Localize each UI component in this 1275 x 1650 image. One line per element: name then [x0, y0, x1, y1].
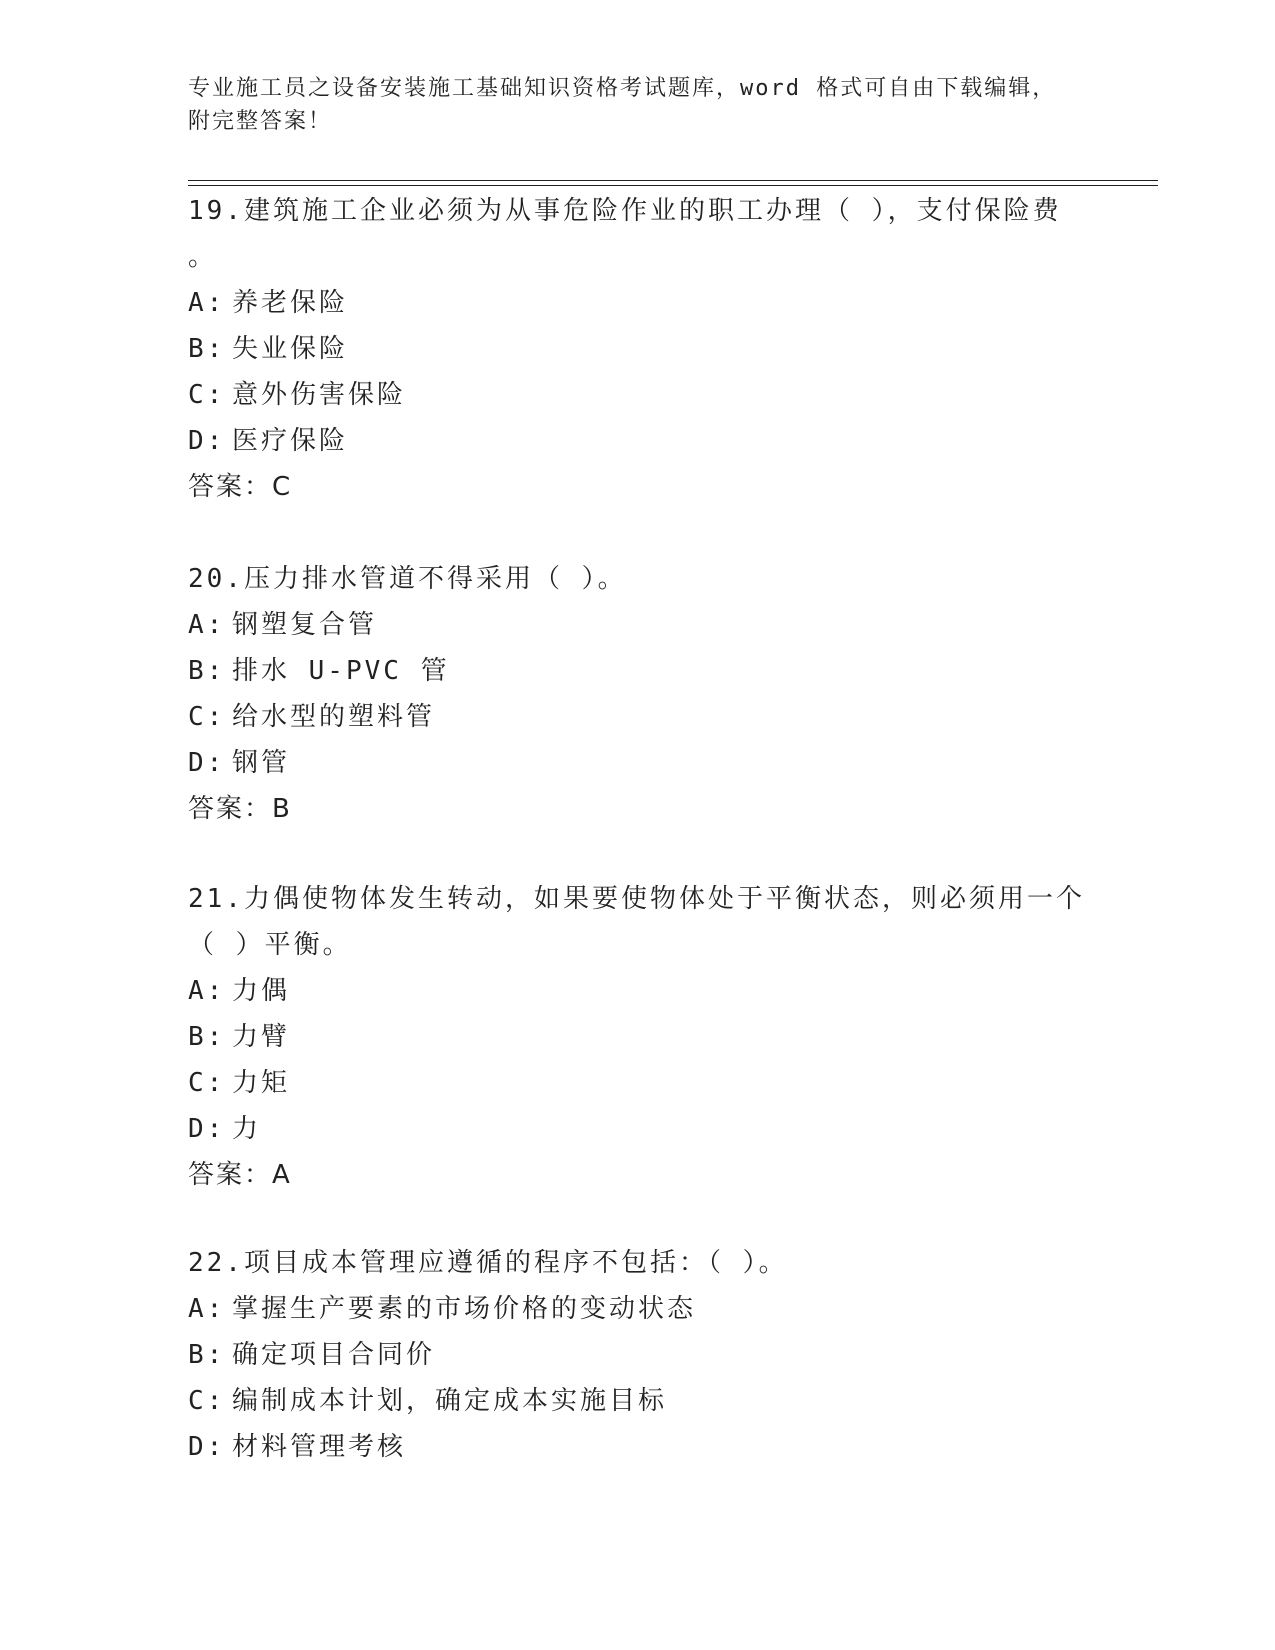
option-c [188, 1378, 1088, 1424]
option-text: 意外伤害保险 [232, 380, 407, 410]
option-text: 钢管 [232, 748, 291, 778]
option-text: 力 [232, 1114, 262, 1144]
option-d [188, 418, 1088, 464]
option-c [188, 694, 1088, 740]
answer-line: 答案：B [188, 794, 292, 824]
option-c [188, 1060, 1088, 1106]
option-b [188, 648, 1088, 694]
option-text: 力矩 [232, 1068, 291, 1098]
option-letter: D: [188, 1432, 226, 1462]
option-b [188, 1332, 1088, 1378]
option-d [188, 1424, 1088, 1470]
option-text: 养老保险 [232, 288, 349, 318]
header-line-2: 附完整答案！ [188, 109, 333, 134]
option-letter: A: [188, 976, 226, 1006]
option-letter: C: [188, 702, 226, 732]
option-text: 确定项目合同价 [232, 1340, 436, 1370]
question-stem: 19.建筑施工企业必须为从事危险作业的职工办理（ ），支付保险费 [188, 196, 1062, 226]
document-header [188, 72, 1088, 138]
option-text: 失业保险 [232, 334, 349, 364]
option-letter: C: [188, 1386, 226, 1416]
option-a [188, 1286, 1088, 1332]
question-19 [188, 188, 1088, 510]
option-letter: D: [188, 1114, 226, 1144]
question-stem: 20.压力排水管道不得采用（ ）。 [188, 564, 627, 594]
option-text: 给水型的塑料管 [232, 702, 436, 732]
option-a [188, 602, 1088, 648]
option-letter: D: [188, 426, 226, 456]
option-text: 掌握生产要素的市场价格的变动状态 [232, 1294, 697, 1324]
header-divider-bottom [188, 185, 1158, 186]
question-stem-continuation: （ ）平衡。 [188, 930, 352, 960]
option-letter: D: [188, 748, 226, 778]
header-line-1: 专业施工员之设备安装施工基础知识资格考试题库，word 格式可自由下载编辑， [188, 76, 1057, 101]
header-divider-top [188, 180, 1158, 181]
question-21 [188, 876, 1088, 1198]
option-letter: B: [188, 334, 226, 364]
option-text: 力偶 [232, 976, 291, 1006]
option-text: 力臂 [232, 1022, 291, 1052]
option-letter: B: [188, 1022, 226, 1052]
question-stem: 21.力偶使物体发生转动，如果要使物体处于平衡状态，则必须用一个 [188, 884, 1085, 914]
option-text: 排水 U-PVC 管 [232, 656, 450, 686]
option-d [188, 1106, 1088, 1152]
option-letter: C: [188, 1068, 226, 1098]
option-text: 编制成本计划，确定成本实施目标 [232, 1386, 668, 1416]
option-b [188, 1014, 1088, 1060]
option-letter: A: [188, 610, 226, 640]
option-text: 医疗保险 [232, 426, 349, 456]
question-stem: 22.项目成本管理应遵循的程序不包括：（ ）。 [188, 1248, 788, 1278]
option-b [188, 326, 1088, 372]
option-c [188, 372, 1088, 418]
question-stem-continuation: 。 [188, 242, 218, 272]
option-d [188, 740, 1088, 786]
option-letter: B: [188, 1340, 226, 1370]
option-a [188, 280, 1088, 326]
option-letter: A: [188, 288, 226, 318]
option-letter: B: [188, 656, 226, 686]
option-letter: A: [188, 1294, 226, 1324]
option-letter: C: [188, 380, 226, 410]
question-22 [188, 1240, 1088, 1470]
answer-line: 答案：C [188, 472, 293, 502]
question-20 [188, 556, 1088, 832]
option-text: 钢塑复合管 [232, 610, 378, 640]
option-text: 材料管理考核 [232, 1432, 407, 1462]
answer-line: 答案：A [188, 1160, 292, 1190]
option-a [188, 968, 1088, 1014]
